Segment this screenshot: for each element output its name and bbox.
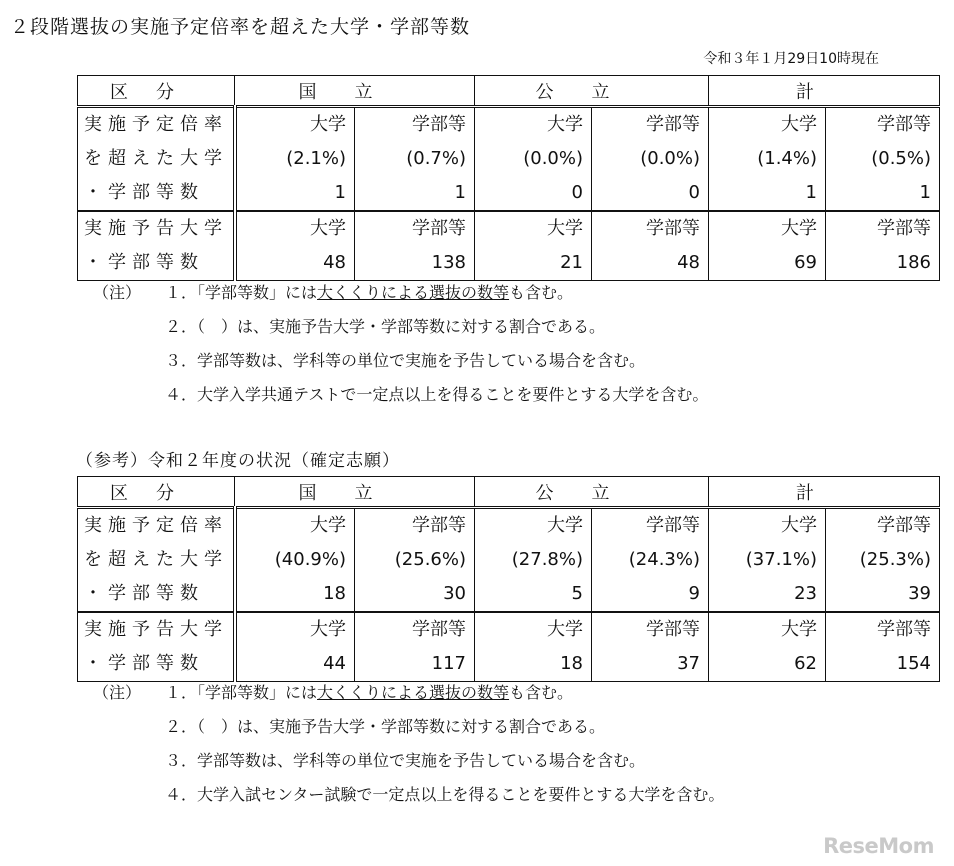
header-row [78, 76, 940, 107]
cell-total-dept: 学部等 (25.3%) 39 [826, 508, 940, 613]
cell-public-dept: 学部等 37 [592, 612, 709, 682]
notice-row [78, 211, 940, 281]
note-text: １．「学部等数」には大くくりによる選抜の数等も含む。 [165, 683, 574, 702]
label-line: を超えた大学 [84, 148, 228, 169]
header-total: 計 [709, 477, 940, 508]
header-category: 区分 [78, 76, 235, 107]
cell-national-dept: 学部等 (0.7%) 1 [355, 107, 475, 212]
exceed-label [78, 508, 235, 613]
cell-national-univ: 大学 44 [235, 612, 355, 682]
resemom-logo: ReseMom [823, 834, 934, 858]
label-line: ・学部等数 [84, 583, 204, 604]
label-line: 実施予告大学 [84, 218, 228, 239]
label-line: ・学部等数 [84, 653, 204, 674]
header-national: 国立 [235, 76, 475, 107]
label-line: ・学部等数 [84, 252, 204, 273]
cell-public-dept: 学部等 (24.3%) 9 [592, 508, 709, 613]
label-line: 実施予定倍率 [84, 114, 228, 135]
reference-title: （参考）令和２年度の状況（確定志願） [76, 451, 400, 471]
header-public: 公立 [475, 477, 709, 508]
cell-national-dept: 学部等 (25.6%) 30 [355, 508, 475, 613]
notice-row [78, 612, 940, 682]
cell-national-dept: 学部等 138 [355, 211, 475, 281]
note-text: ４．大学入学共通テストで一定点以上を得ることを要件とする大学を含む。 [165, 385, 709, 404]
notes-mark: （注） [93, 683, 142, 702]
cell-total-dept: 学部等 (0.5%) 1 [826, 107, 940, 212]
cell-total-dept: 学部等 154 [826, 612, 940, 682]
cell-total-univ: 大学 (1.4%) 1 [709, 107, 826, 212]
notes-mark: （注） [93, 283, 142, 302]
note-text: １．「学部等数」には大くくりによる選抜の数等も含む。 [165, 283, 574, 302]
cell-public-univ: 大学 18 [475, 612, 592, 682]
notice-label [78, 211, 235, 281]
header-total: 計 [709, 76, 940, 107]
selection-table-r2 [77, 476, 940, 682]
label-line: 実施予定倍率 [84, 515, 228, 536]
cell-public-univ: 大学 (27.8%) 5 [475, 508, 592, 613]
note-text: ３．学部等数は、学科等の単位で実施を予告している場合を含む。 [165, 751, 646, 770]
exceed-label [78, 107, 235, 212]
note-text: ２．（ ）は、実施予告大学・学部等数に対する割合である。 [165, 717, 606, 736]
cell-national-univ: 大学 (40.9%) 18 [235, 508, 355, 613]
exceed-row [78, 107, 940, 212]
cell-public-univ: 大学 (0.0%) 0 [475, 107, 592, 212]
label-line: ・学部等数 [84, 182, 204, 203]
cell-national-univ: 大学 (2.1%) 1 [235, 107, 355, 212]
as-of-date: 令和３年１月29日10時現在 [703, 51, 879, 67]
page-title: ２段階選抜の実施予定倍率を超えた大学・学部等数 [10, 16, 471, 38]
header-national: 国立 [235, 477, 475, 508]
cell-total-univ: 大学 62 [709, 612, 826, 682]
header-row [78, 477, 940, 508]
cell-total-dept: 学部等 186 [826, 211, 940, 281]
label-line: 実施予告大学 [84, 619, 228, 640]
selection-table-r3 [77, 75, 940, 281]
cell-total-univ: 大学 69 [709, 211, 826, 281]
cell-total-univ: 大学 (37.1%) 23 [709, 508, 826, 613]
header-public: 公立 [475, 76, 709, 107]
label-line: を超えた大学 [84, 549, 228, 570]
cell-public-univ: 大学 21 [475, 211, 592, 281]
cell-public-dept: 学部等 48 [592, 211, 709, 281]
note-text: ３．学部等数は、学科等の単位で実施を予告している場合を含む。 [165, 351, 646, 370]
notice-label [78, 612, 235, 682]
exceed-row [78, 508, 940, 613]
cell-national-univ: 大学 48 [235, 211, 355, 281]
header-category: 区分 [78, 477, 235, 508]
note-text: ４．大学入試センター試験で一定点以上を得ることを要件とする大学を含む。 [165, 785, 725, 804]
note-text: ２．（ ）は、実施予告大学・学部等数に対する割合である。 [165, 317, 606, 336]
cell-public-dept: 学部等 (0.0%) 0 [592, 107, 709, 212]
cell-national-dept: 学部等 117 [355, 612, 475, 682]
